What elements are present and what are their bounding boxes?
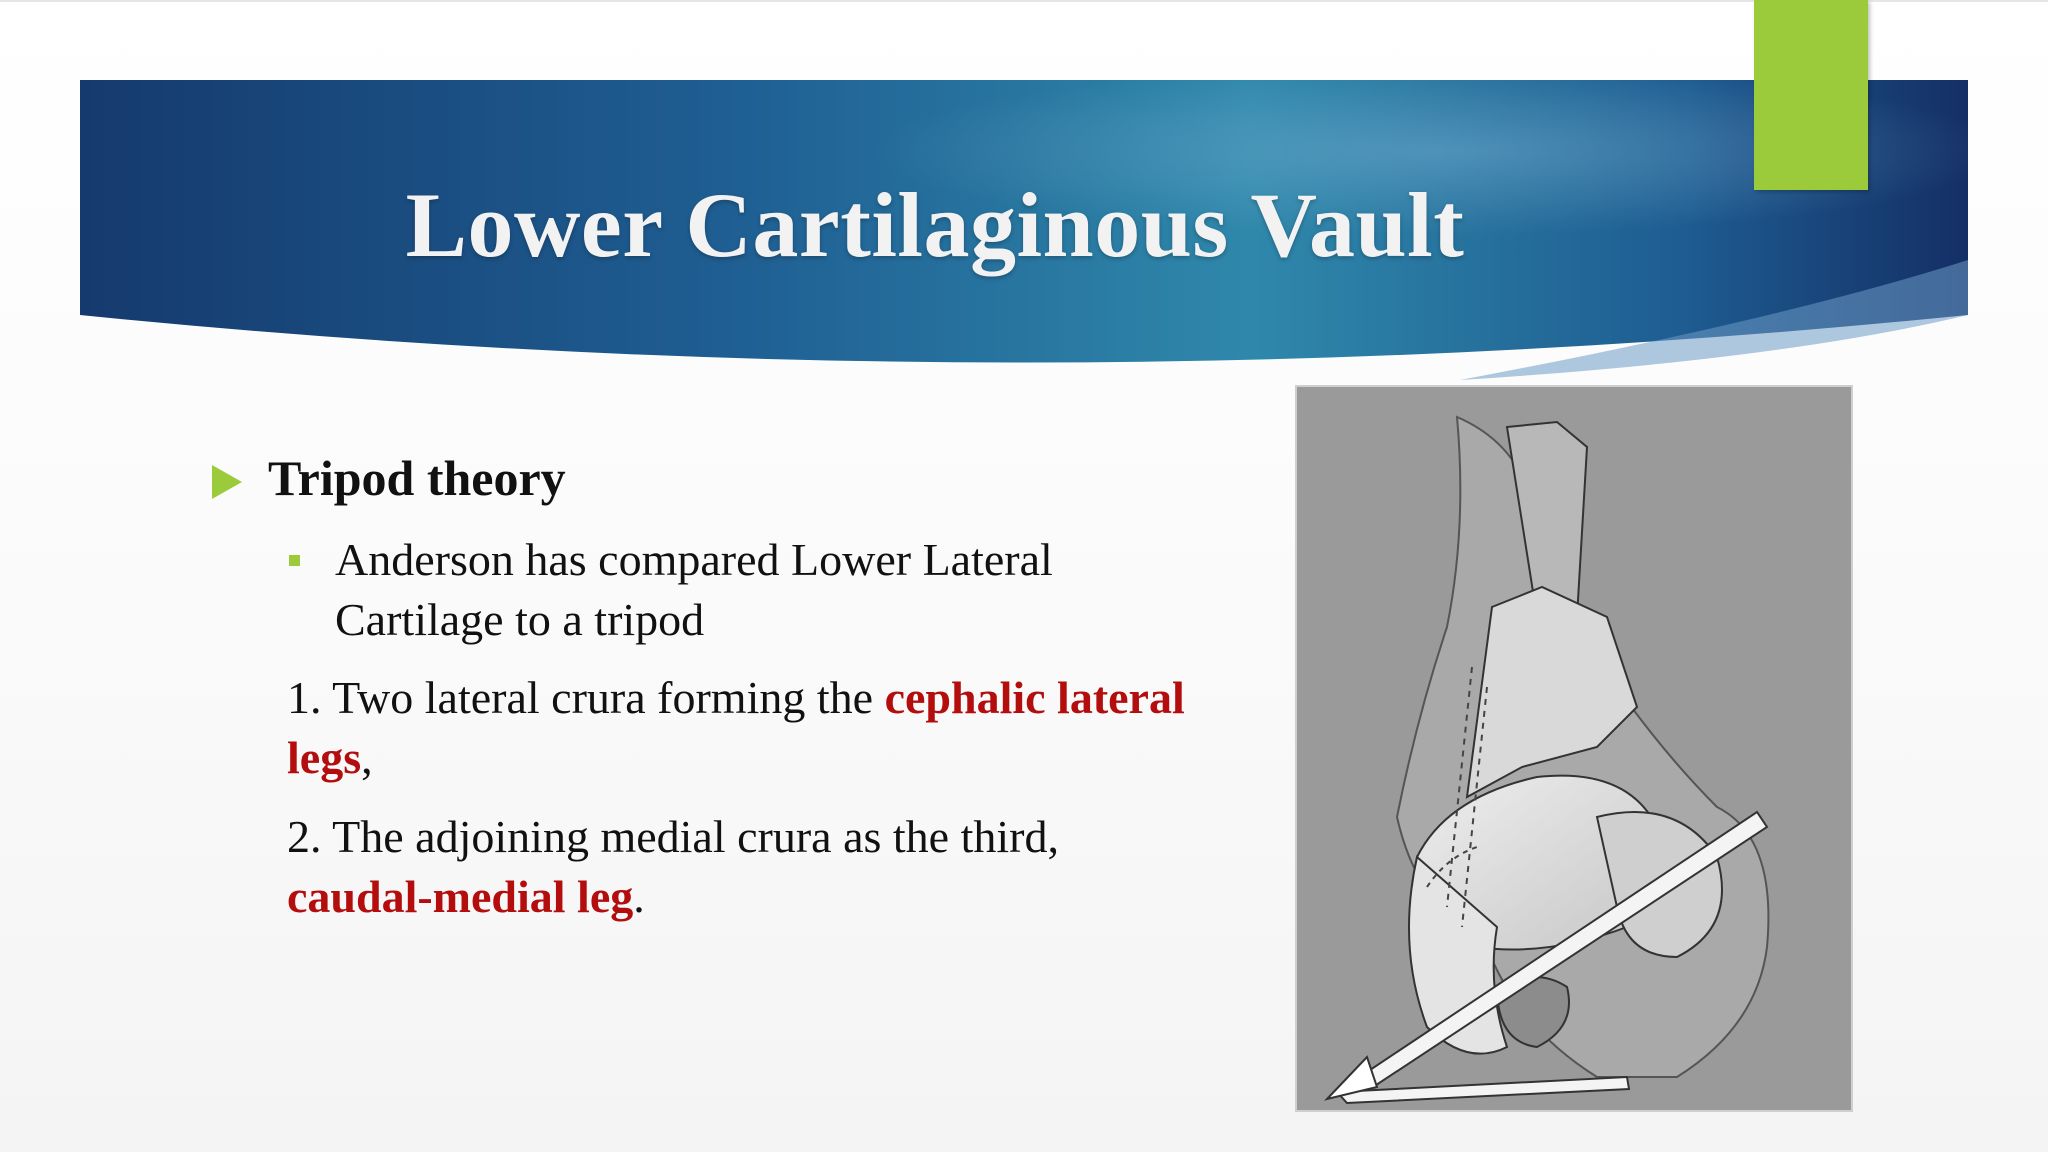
- list-item-punct: .: [633, 871, 645, 922]
- bullet-main: Tripod theory: [268, 450, 566, 506]
- list-item-text: 2. The adjoining medial crura as the third,: [287, 811, 1059, 862]
- list-item: [287, 807, 1187, 927]
- list-item-highlight: caudal-medial leg: [287, 871, 634, 922]
- green-square-icon: [289, 555, 300, 566]
- slide-title: Lower Cartilaginous Vault: [405, 174, 1465, 276]
- nose-cartilage-illustration: [1295, 385, 1853, 1112]
- list-item-punct: ,: [361, 732, 373, 783]
- list-item-highlight: cephalic lateral legs: [287, 672, 1185, 783]
- green-triangle-icon: [212, 465, 242, 499]
- list-item-text: 1. Two lateral crura forming the: [287, 672, 885, 723]
- list-item: [287, 668, 1187, 788]
- bullet-sub: Anderson has compared Lower Lateral Cartilage to a tripod: [335, 534, 1053, 645]
